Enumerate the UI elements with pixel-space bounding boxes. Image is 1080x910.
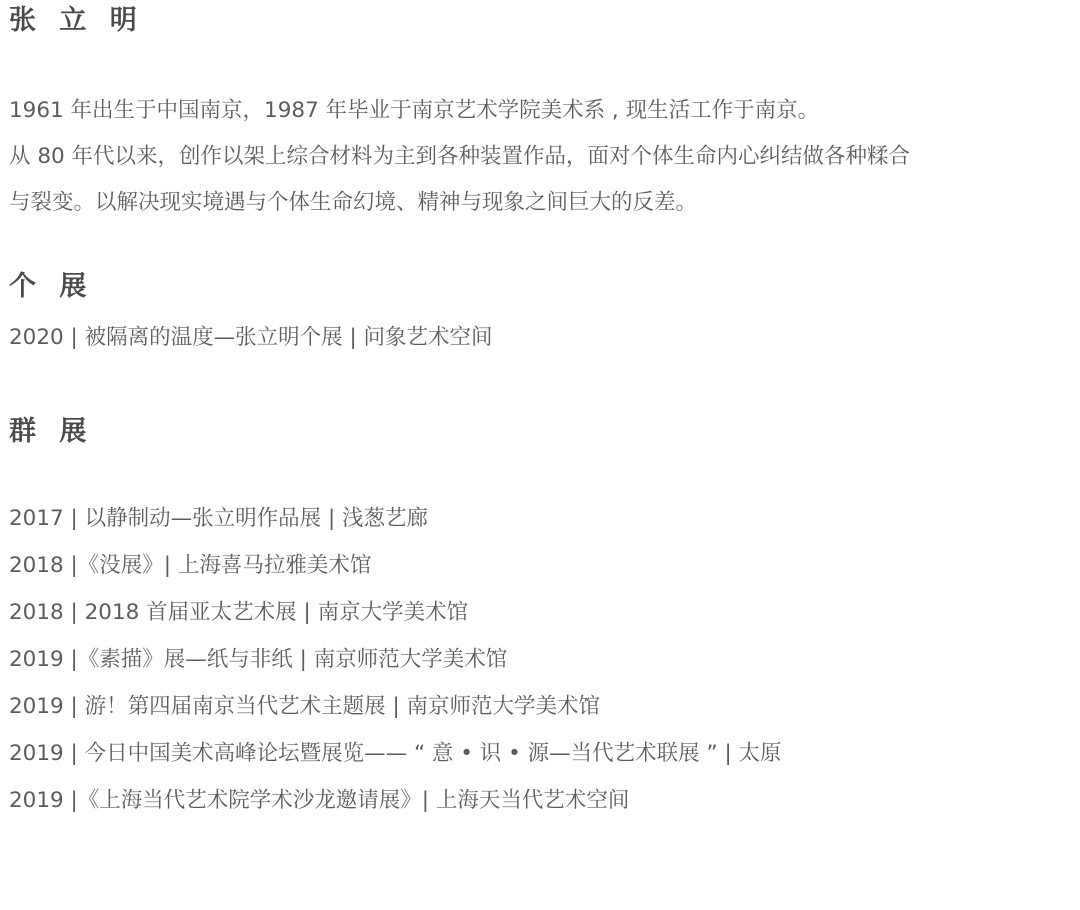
solo-exhibitions-heading: 个 展 (9, 271, 94, 302)
exhibition-item: 2019 | 今日中国美术高峰论坛暨展览—— “ 意 • 识 • 源—当代艺术联展 ” | 太原 (9, 741, 782, 766)
bio-line: 从 80 年代以来，创作以架上综合材料为主到各种装置作品，面对个体生命内心纠结做各种糅合 (9, 144, 911, 169)
bio-line: 1961 年出生于中国南京，1987 年毕业于南京艺术学院美术系 , 现生活工作于南京。 (9, 98, 820, 123)
artist-biography (9, 88, 1075, 226)
exhibition-item: 2019 |《素描》展—纸与非纸 | 南京师范大学美术馆 (9, 647, 508, 672)
group-exhibitions-heading: 群 展 (9, 416, 94, 447)
artist-name-heading: 张 立 明 (9, 5, 144, 36)
exhibition-item: 2020 | 被隔离的温度—张立明个展 | 问象艺术空间 (9, 325, 493, 350)
exhibition-item: 2019 | 游！第四届南京当代艺术主题展 | 南京师范大学美术馆 (9, 694, 601, 719)
solo-exhibitions-list (9, 314, 493, 361)
exhibition-item: 2019 |《上海当代艺术院学术沙龙邀请展》| 上海天当代艺术空间 (9, 788, 630, 813)
exhibition-item: 2017 | 以静制动—张立明作品展 | 浅葱艺廊 (9, 506, 429, 531)
group-exhibitions-list (9, 495, 782, 824)
bio-line: 与裂变。以解决现实境遇与个体生命幻境、精神与现象之间巨大的反差。 (9, 190, 698, 215)
exhibition-item: 2018 |《没展》| 上海喜马拉雅美术馆 (9, 553, 372, 578)
exhibition-item: 2018 | 2018 首届亚太艺术展 | 南京大学美术馆 (9, 600, 469, 625)
